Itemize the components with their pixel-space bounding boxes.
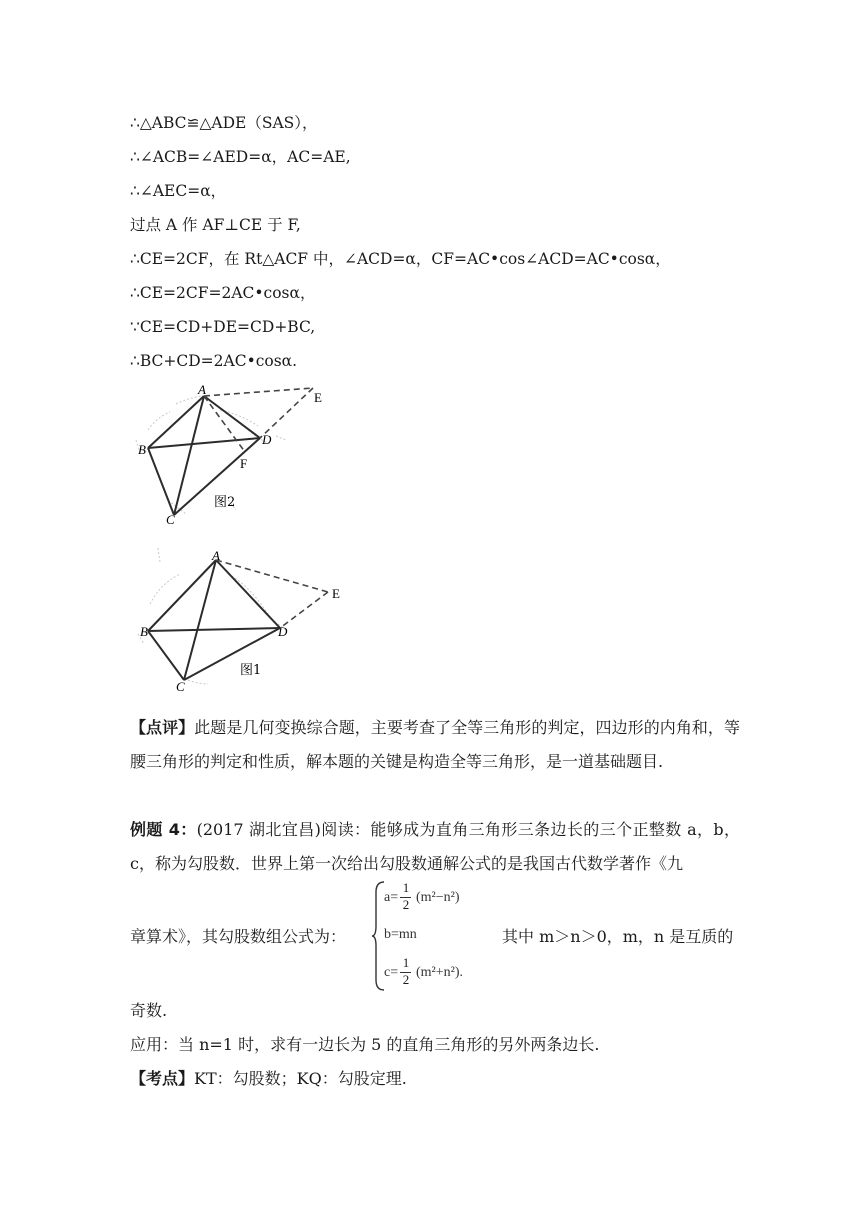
scan-noise	[138, 548, 286, 684]
solution-line-6: ∴CE=2CF=2AC•cosα，	[130, 284, 316, 302]
kaodian-text: KT：勾股数；KQ：勾股定理.	[194, 1069, 407, 1088]
label-C: C	[166, 512, 175, 527]
solution-line-2: ∴∠ACB=∠AED=α，AC=AE,	[130, 148, 351, 166]
label-B: B	[140, 624, 148, 639]
formula-c-rhs: (m²+n²).	[416, 965, 464, 980]
formula-c-lhs: c=	[384, 965, 399, 980]
solution-line-7: ∵CE=CD+DE=CD+BC,	[130, 318, 316, 336]
figure-caption: 图1	[240, 663, 262, 678]
label-F: F	[240, 456, 248, 471]
formula-intro: 章算术》，其勾股数组公式为：	[130, 927, 347, 946]
formula-b: b=mn	[384, 927, 417, 942]
review-paragraph	[130, 711, 740, 779]
label-A: A	[212, 548, 220, 563]
label-D: D	[278, 624, 288, 639]
example-title: 例题 4：	[130, 820, 197, 839]
example-4-paragraph	[130, 813, 740, 881]
formula-a-lhs: a=	[384, 890, 399, 905]
label-E: E	[314, 390, 322, 405]
example-text: 阅读：能够成为直角三角形三条边长的三个正整数 a，b，c，称为勾股数．世界上第一次给出勾股数通解公式的是我国古代数学著作《九	[130, 820, 740, 873]
formula-condition: 其中 m＞n＞0，m，n 是互质的	[502, 927, 734, 946]
label-D: D	[262, 432, 272, 447]
kaodian-tag: 【考点】	[130, 1069, 195, 1088]
pythagorean-formula	[372, 880, 502, 992]
figure-1	[128, 544, 358, 694]
formula-c-num: 1	[402, 955, 410, 970]
review-text: 此题是几何变换综合题，主要考查了全等三角形的判定，四边形的内角和，等腰三角形的判定和性质，解本题的关键是构造全等三角形，是一道基础题目.	[130, 718, 740, 771]
figure-caption: 图2	[214, 495, 236, 510]
solution-line-3: ∴∠AEC=α，	[130, 182, 227, 200]
solution-line-1: ∴△ABC≌△ADE（SAS），	[130, 114, 318, 132]
label-C: C	[176, 679, 185, 694]
odd-text: 奇数.	[130, 1001, 168, 1020]
label-E: E	[332, 586, 340, 601]
formula-a-rhs: (m²−n²)	[416, 890, 460, 905]
formula-a-num: 1	[402, 880, 410, 895]
kaodian-line	[130, 1069, 407, 1089]
example-source: (2017 湖北宜昌)	[196, 820, 321, 839]
formula-a-den: 2	[402, 897, 410, 912]
solution-line-8: ∴BC+CD=2AC•cosα.	[130, 352, 298, 370]
solution-line-4: 过点 A 作 AF⊥CE 于 F,	[130, 216, 301, 234]
figure-2	[128, 380, 358, 528]
label-A: A	[198, 382, 206, 397]
review-tag: 【点评】	[130, 718, 195, 737]
label-B: B	[138, 442, 146, 457]
scan-noise	[136, 396, 286, 514]
formula-c-den: 2	[402, 972, 410, 987]
application-text: 应用：当 n=1 时，求有一边长为 5 的直角三角形的另外两条边长.	[130, 1035, 600, 1054]
solution-line-5: ∴CE=2CF，在 Rt△ACF 中，∠ACD=α，CF=AC•cos∠ACD=AC•cosα，	[130, 250, 671, 268]
